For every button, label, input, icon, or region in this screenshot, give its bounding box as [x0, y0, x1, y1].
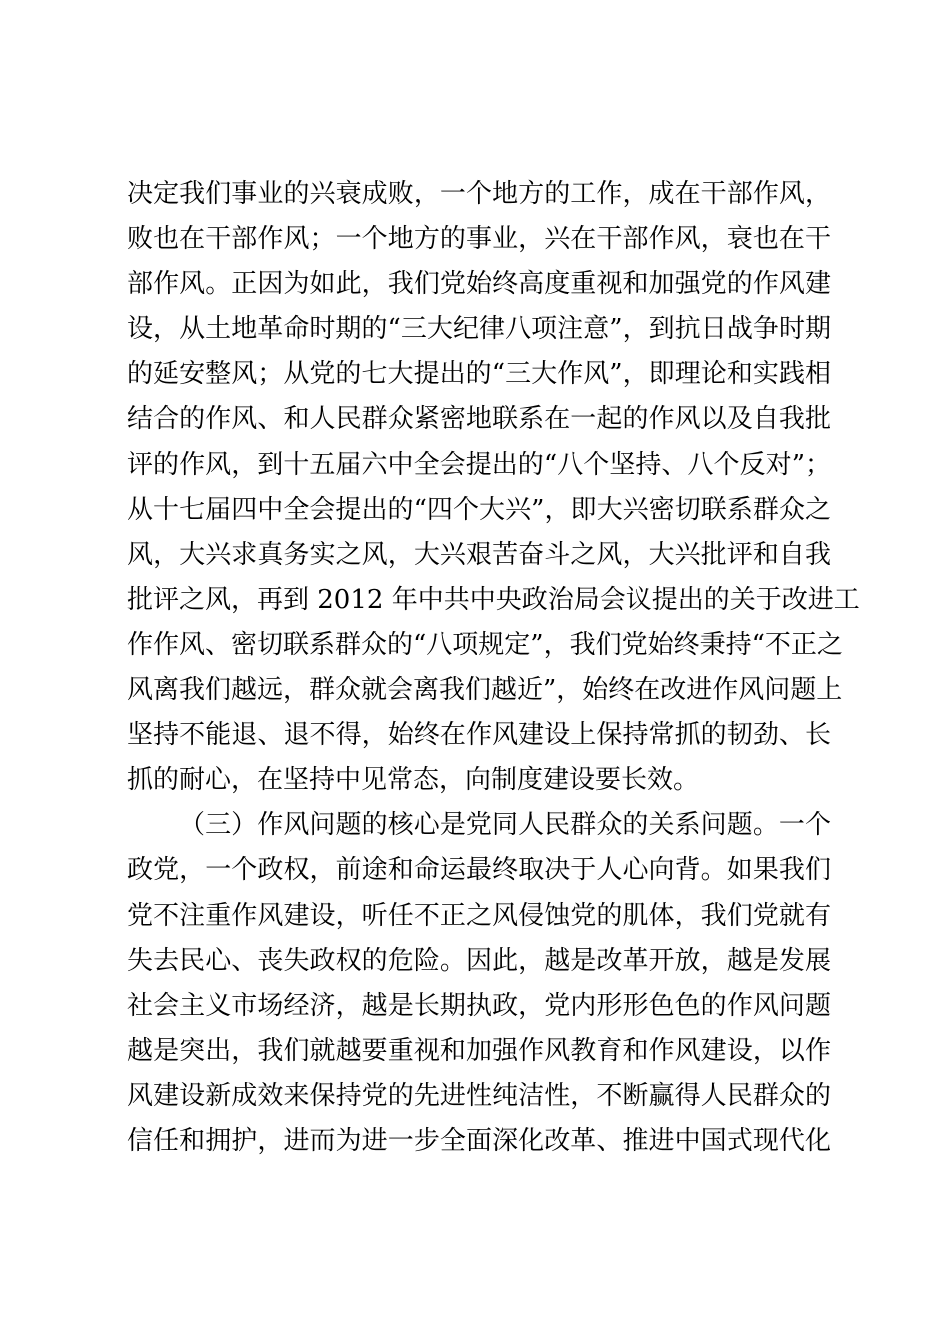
- paragraph-1-line-8: 从十七届四中全会提出的“四个大兴”，即大兴密切联系群众之: [127, 494, 831, 525]
- paragraph-1-line-12: 风离我们越远，群众就会离我们越近”，始终在改进作风问题上: [127, 675, 843, 706]
- paragraph-2-line-8: 信任和拥护，进而为进一步全面深化改革、推进中国式现代化: [127, 1125, 831, 1156]
- paragraph-1-line-2: 败也在干部作风；一个地方的事业，兴在干部作风，衰也在干: [127, 224, 831, 255]
- paragraph-2-line-1: （三）作风问题的核心是党同人民群众的关系问题。一个: [179, 810, 831, 841]
- paragraph-1-line-14: 抓的耐心，在坚持中见常态，向制度建设要长效。: [127, 765, 700, 796]
- paragraph-1-line-11: 作作风、密切联系群众的“八项规定”，我们党始终秉持“不正之: [127, 629, 843, 660]
- paragraph-1-line-3: 部作风。正因为如此，我们党始终高度重视和加强党的作风建: [127, 269, 831, 300]
- paragraph-2-line-4: 失去民心、丧失政权的危险。因此，越是改革开放，越是发展: [127, 945, 831, 976]
- paragraph-1-line-13: 坚持不能退、退不得，始终在作风建设上保持常抓的韧劲、长: [127, 720, 831, 751]
- paragraph-1-line-1: 决定我们事业的兴衰成败，一个地方的工作，成在干部作风，: [127, 179, 831, 209]
- paragraph-1-line-6: 结合的作风、和人民群众紧密地联系在一起的作风以及自我批: [127, 404, 831, 435]
- paragraph-1-line-7: 评的作风，到十五届六中全会提出的“八个坚持、八个反对”；: [127, 449, 831, 480]
- paragraph-2-line-6: 越是突出，我们就越要重视和加强作风教育和作风建设，以作: [127, 1035, 831, 1066]
- paragraph-2-line-2: 政党，一个政权，前途和命运最终取决于人心向背。如果我们: [127, 855, 831, 886]
- paragraph-1-line-4: 设，从土地革命时期的“三大纪律八项注意”，到抗日战争时期: [127, 314, 831, 345]
- paragraph-1-line-10: 批评之风，再到 2012 年中共中央政治局会议提出的关于改进工: [127, 584, 860, 615]
- paragraph-1-line-5: 的延安整风；从党的七大提出的“三大作风”，即理论和实践相: [127, 359, 831, 390]
- paragraph-2-line-5: 社会主义市场经济，越是长期执政，党内形形色色的作风问题: [127, 990, 831, 1021]
- body-text: [127, 172, 860, 1164]
- paragraph-1-line-9: 风，大兴求真务实之风，大兴艰苦奋斗之风，大兴批评和自我: [127, 539, 831, 570]
- paragraph-2-line-3: 党不注重作风建设，听任不正之风侵蚀党的肌体，我们党就有: [127, 900, 831, 931]
- paragraph-2-line-7: 风建设新成效来保持党的先进性纯洁性，不断赢得人民群众的: [127, 1080, 831, 1111]
